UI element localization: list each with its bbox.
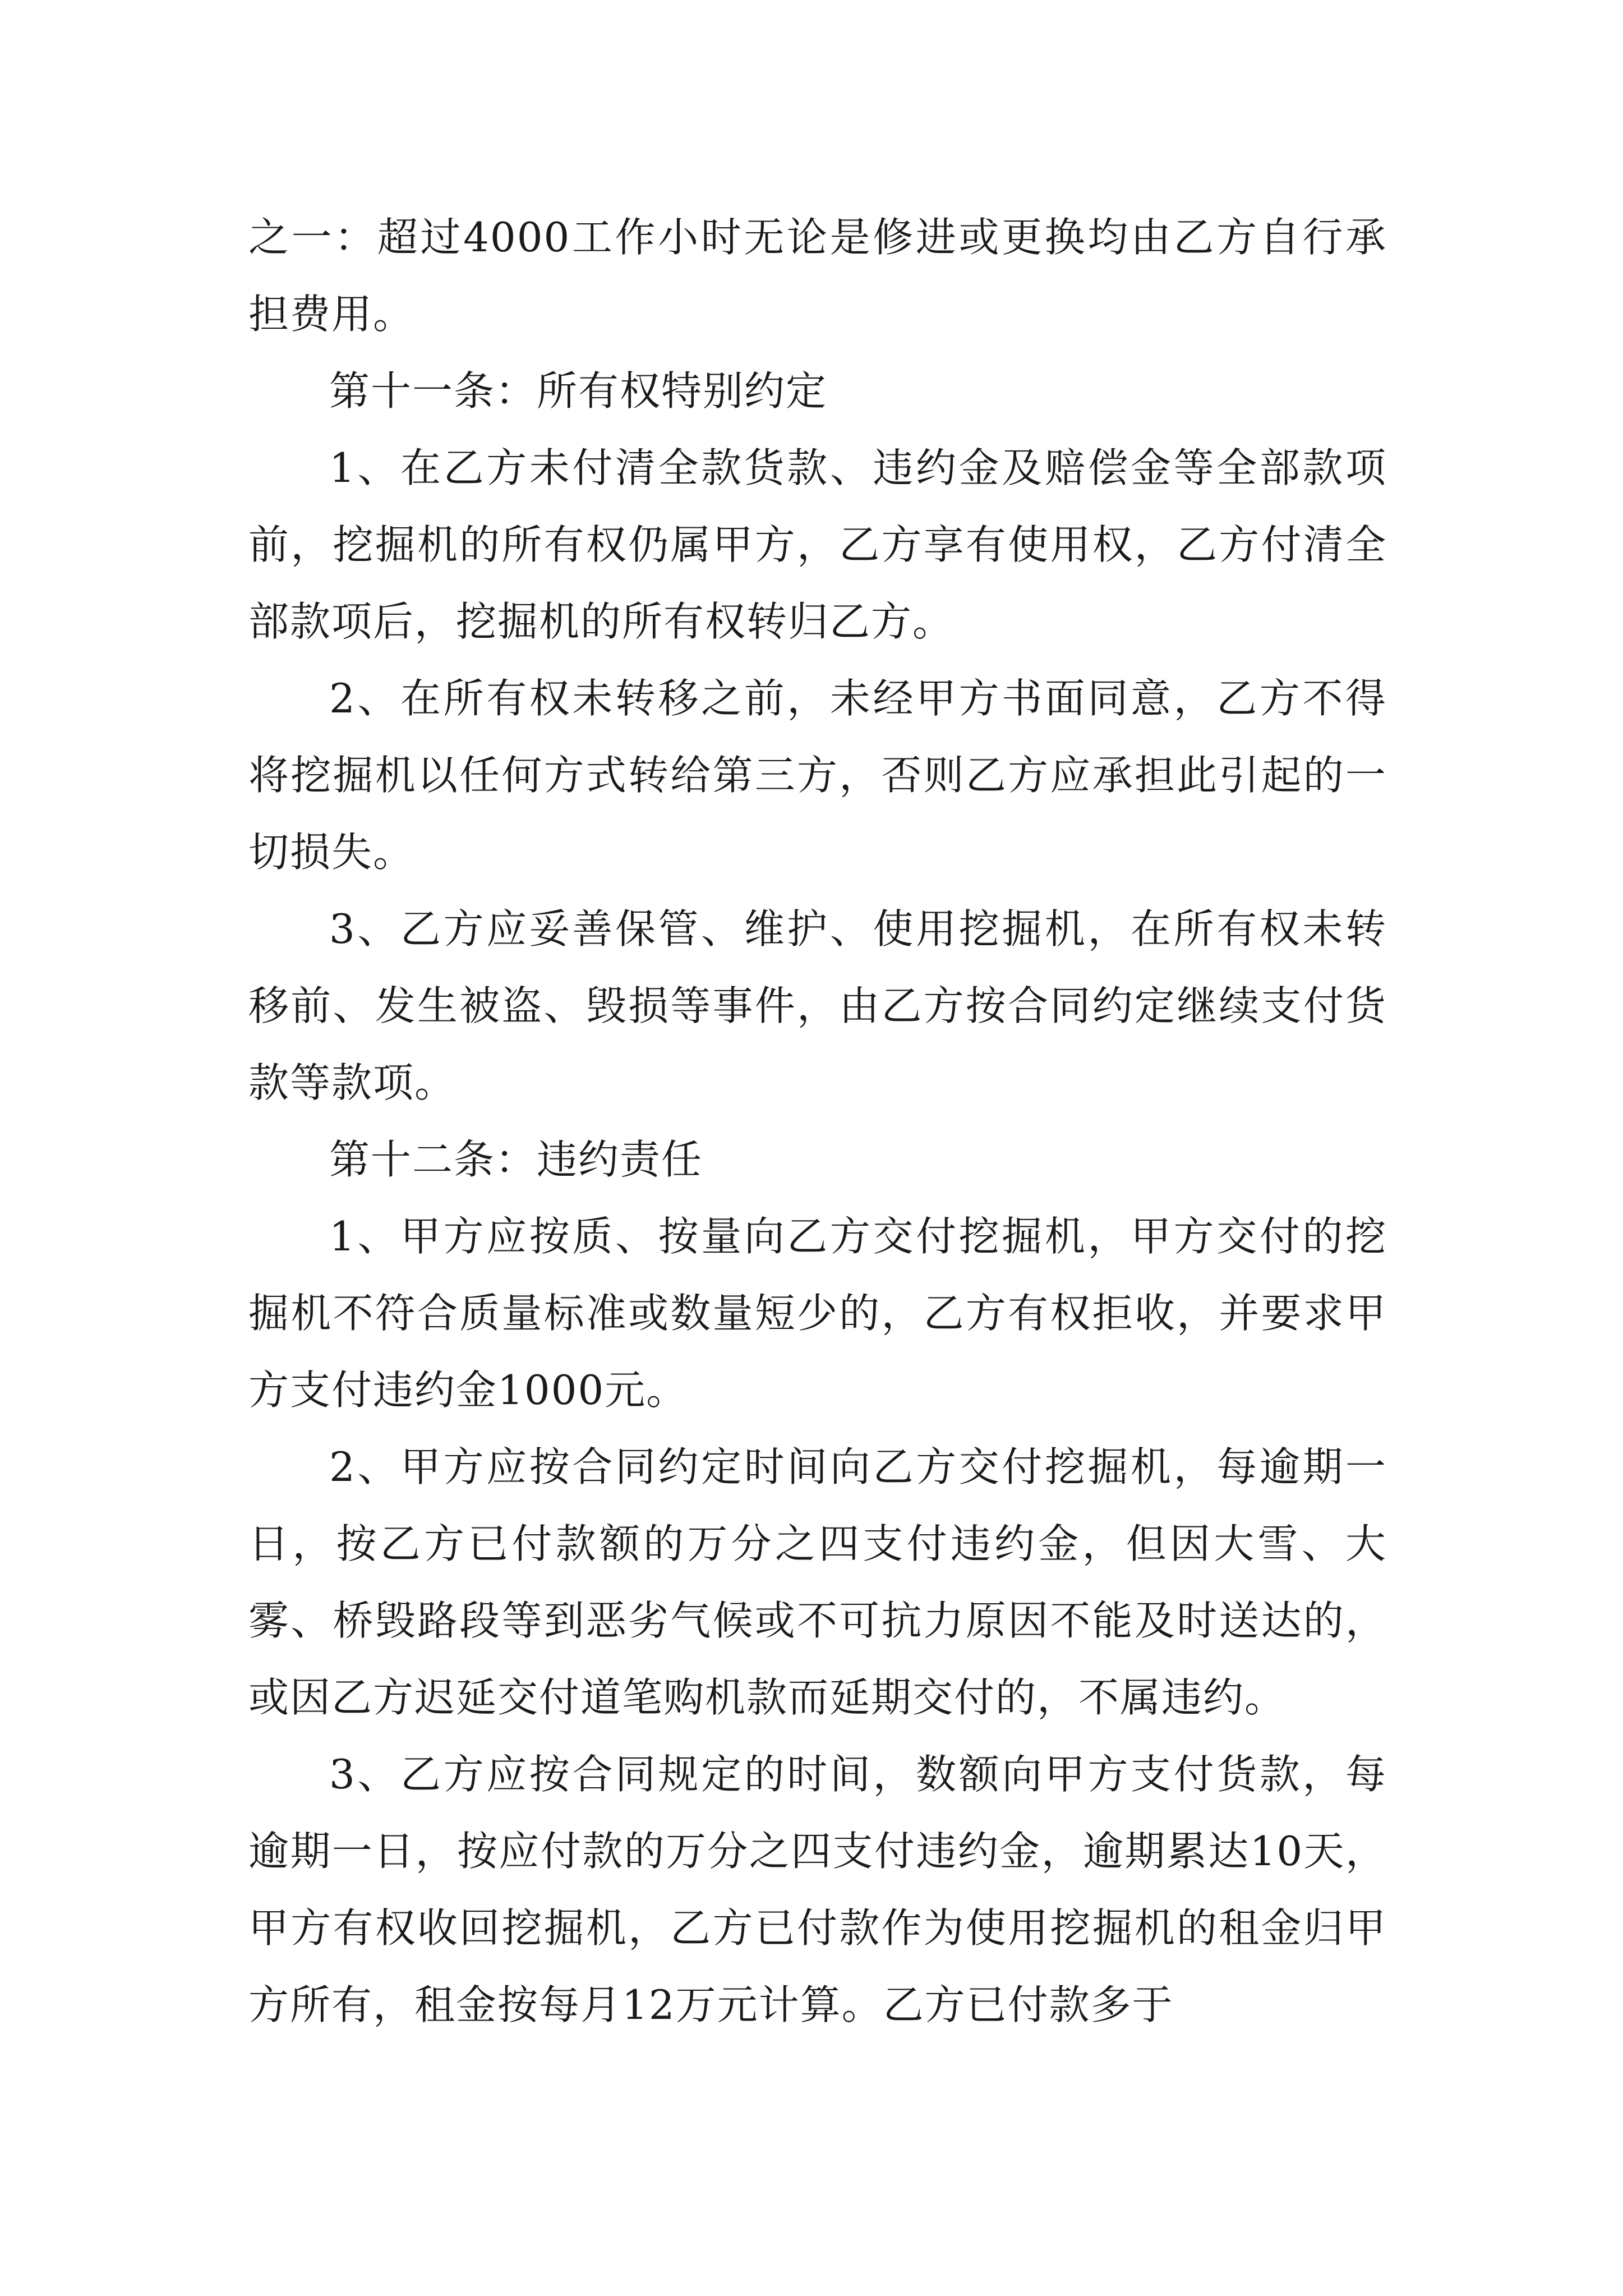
paragraph-article-12-item-2: 2、甲方应按合同约定时间向乙方交付挖掘机，每逾期一日，按乙方已付款额的万分之四支付违约金，但因大雪、大雾、桥毁路段等到恶劣气候或不可抗力原因不能及时送达的，或因乙方迟延交付道笔购机款而延期交付的，不属违约。 [248,1443,1387,1721]
paragraph-article-11-item-3: 3、乙方应妥善保管、维护、使用挖掘机，在所有权未转移前、发生被盗、毁损等事件，由乙方按合同约定继续支付货款等款项。 [248,905,1387,1106]
section-heading-article-12: 第十二条：违约责任 [329,1136,703,1183]
paragraph-article-12-item-1: 1、甲方应按质、按量向乙方交付挖掘机，甲方交付的挖掘机不符合质量标准或数量短少的，乙方有权拒收，并要求甲方支付违约金1000元。 [248,1213,1387,1414]
paragraph-article-11-item-2: 2、在所有权未转移之前，未经甲方书面同意，乙方不得将挖掘机以任何方式转给第三方，否则乙方应承担此引起的一切损失。 [248,675,1387,876]
paragraph-continuation: 之一：超过4000工作小时无论是修进或更换均由乙方自行承担费用。 [248,214,1387,338]
document-body [248,199,1387,2044]
section-heading-article-11: 第十一条：所有权特别约定 [329,367,828,415]
paragraph-article-12-item-3: 3、乙方应按合同规定的时间，数额向甲方支付货款，每逾期一日，按应付款的万分之四支付违约金，逾期累达10天，甲方有权收回挖掘机，乙方已付款作为使用挖掘机的租金归甲方所有，租金按每月12万元计算。乙方已付款多于 [248,1751,1387,2028]
paragraph-article-11-item-1: 1、在乙方未付清全款货款、违约金及赔偿金等全部款项前，挖掘机的所有权仍属甲方，乙方享有使用权，乙方付清全部款项后，挖掘机的所有权转归乙方。 [248,444,1387,645]
